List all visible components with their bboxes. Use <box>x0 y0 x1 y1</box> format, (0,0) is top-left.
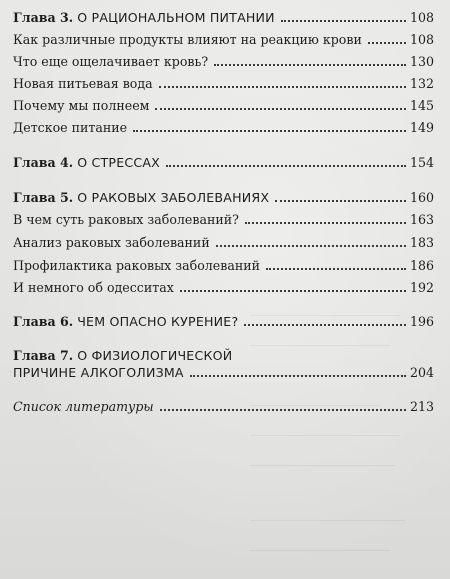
chapter-label: Глава 5. <box>13 190 74 205</box>
leader-dots <box>155 108 406 110</box>
section-title: Детское питание <box>13 120 128 135</box>
page-number: 196 <box>409 314 434 329</box>
leader-dots <box>180 290 406 292</box>
chapter-title: ЧЕМ ОПАСНО КУРЕНИЕ? <box>77 314 239 329</box>
page-number: 160 <box>409 190 434 205</box>
section-title: И немного об одесситах <box>13 280 174 295</box>
toc-chapter-3 <box>13 10 434 25</box>
section-title: Анализ раковых заболеваний <box>13 235 210 250</box>
page-number: 132 <box>409 76 434 91</box>
chapter-title: О РАЦИОНАЛЬНОМ ПИТАНИИ <box>77 10 275 25</box>
leader-dots <box>166 165 406 167</box>
page-number: 204 <box>409 365 434 380</box>
bleed-through-line <box>250 345 390 346</box>
leader-dots <box>214 64 406 66</box>
chapter-title: О РАКОВЫХ ЗАБОЛЕВАНИЯХ <box>77 190 270 205</box>
toc-chapter-6 <box>13 314 434 329</box>
leader-dots <box>368 42 406 44</box>
chapter-label: Глава 3. <box>13 10 74 25</box>
leader-dots <box>216 245 406 247</box>
toc-chapter-4 <box>13 155 434 170</box>
leader-dots <box>159 86 406 88</box>
leader-dots <box>245 222 406 224</box>
toc-bibliography <box>13 399 434 414</box>
leader-dots <box>244 324 406 326</box>
page-number: 108 <box>409 10 434 25</box>
chapter-title: О СТРЕССАХ <box>77 155 160 170</box>
chapter-label: Глава 7. <box>13 348 74 363</box>
toc-section <box>13 98 434 113</box>
section-title: Как различные продукты влияют на реакцию крови <box>13 32 362 47</box>
toc-section <box>13 235 434 250</box>
toc-section <box>13 54 434 69</box>
bleed-through-line <box>250 465 395 466</box>
toc-section <box>13 258 434 273</box>
section-title: Новая питьевая вода <box>13 76 153 91</box>
toc-section <box>13 32 434 47</box>
leader-dots <box>190 375 406 377</box>
toc-section <box>13 120 434 135</box>
leader-dots <box>266 268 406 270</box>
bleed-through-line <box>250 435 400 436</box>
leader-dots <box>133 130 406 132</box>
chapter-label: Глава 4. <box>13 155 74 170</box>
section-title: Что еще ощелачивает кровь? <box>13 54 209 69</box>
toc-section <box>13 280 434 295</box>
section-title: В чем суть раковых заболеваний? <box>13 212 239 227</box>
toc-section <box>13 212 434 227</box>
chapter-label: Глава 6. <box>13 314 74 329</box>
chapter-title-continued: ПРИЧИНЕ АЛКОГОЛИЗМА <box>13 365 184 380</box>
leader-dots <box>275 200 406 202</box>
page-number: 145 <box>409 98 434 113</box>
page-number: 163 <box>409 212 434 227</box>
bleed-through-line <box>250 520 405 521</box>
bleed-through-line <box>250 550 390 551</box>
section-title: Профилактика раковых заболеваний <box>13 258 261 273</box>
toc-chapter-5 <box>13 190 434 205</box>
page-number: 183 <box>409 235 434 250</box>
page-number: 213 <box>409 399 434 414</box>
page-number: 130 <box>409 54 434 69</box>
bibliography-title: Список литературы <box>13 399 154 414</box>
page-number: 192 <box>409 280 434 295</box>
chapter-title: О ФИЗИОЛОГИЧЕСКОЙ <box>77 348 233 363</box>
leader-dots <box>281 20 406 22</box>
toc-section <box>13 76 434 91</box>
leader-dots <box>160 409 406 411</box>
page-number: 186 <box>409 258 434 273</box>
section-title: Почему мы полнеем <box>13 98 150 113</box>
page-number: 154 <box>409 155 434 170</box>
page-number: 108 <box>409 32 434 47</box>
page-number: 149 <box>409 120 434 135</box>
